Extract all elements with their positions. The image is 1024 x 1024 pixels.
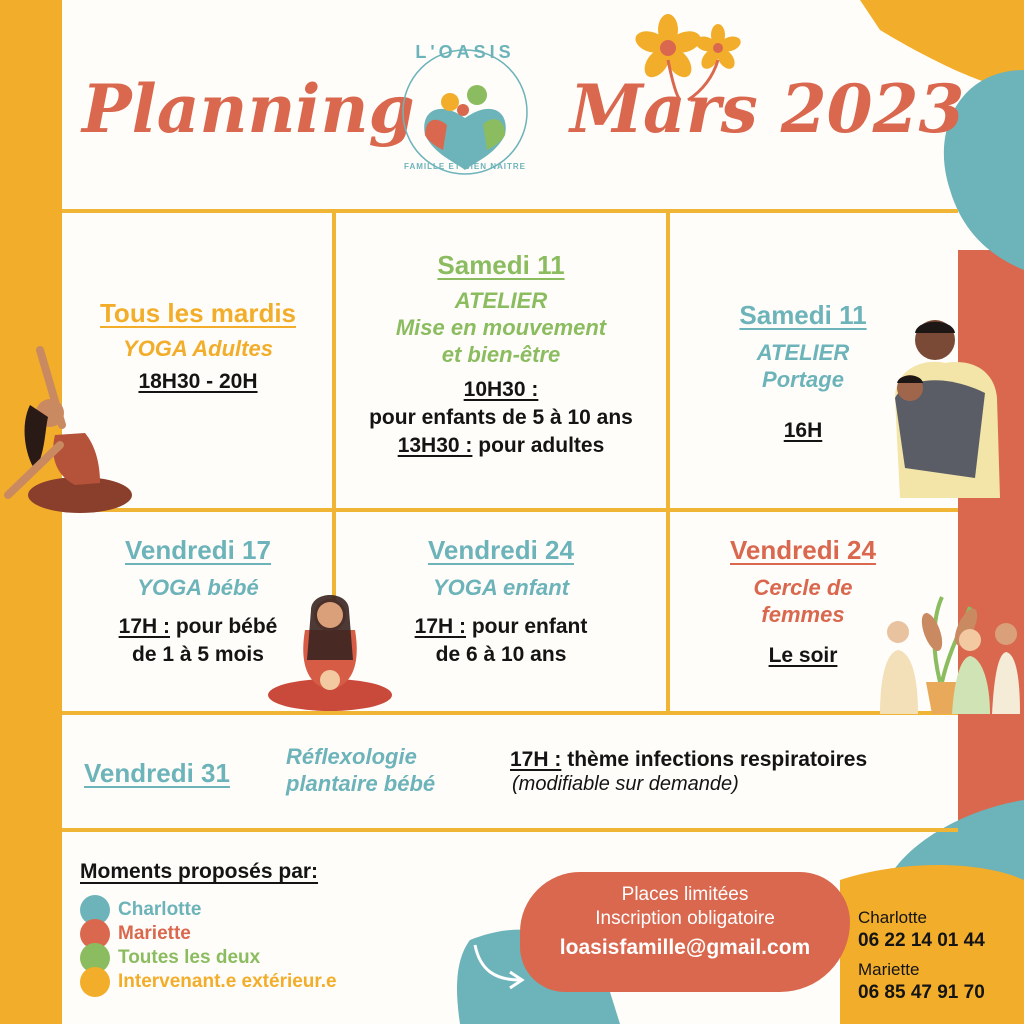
event-line-1 <box>334 613 668 641</box>
event-text: de 6 à 10 ans <box>435 643 567 666</box>
legend <box>80 860 337 994</box>
title-right: Mars 2023 <box>570 70 965 148</box>
event-vendredi-24-yoga <box>334 535 668 669</box>
event-subtitle: et bien-être <box>441 342 561 367</box>
event-text: pour enfant <box>471 615 588 638</box>
arrow-icon <box>470 940 530 990</box>
event-subtitle: YOGA bébé <box>137 575 259 600</box>
info-line-1: Places limitées <box>621 884 749 905</box>
logo-bottom-text: FAMILLE ET BIEN NAITRE <box>404 162 526 171</box>
event-title: Vendredi 31 <box>84 758 230 788</box>
legend-item-charlotte <box>80 898 337 922</box>
event-title: Vendredi 17 <box>125 535 271 565</box>
event-text: pour adultes <box>478 434 605 457</box>
yoga-woman-illustration <box>0 345 140 515</box>
legend-title: Moments proposés par: <box>80 860 319 883</box>
event-time: Le soir <box>768 644 838 667</box>
event-time: 16H <box>783 419 823 442</box>
event-subtitle: Mise en mouvement <box>395 315 607 340</box>
legend-label: Charlotte <box>118 899 202 920</box>
event-title: Samedi 11 <box>739 300 867 330</box>
legend-item-external <box>80 970 337 994</box>
logo <box>395 40 535 180</box>
contact-phone[interactable]: 06 22 14 01 44 <box>858 930 985 951</box>
event-subtitle: YOGA enfant <box>432 575 570 600</box>
event-time: 17H : <box>510 748 562 771</box>
event-title: Vendredi 24 <box>730 535 876 565</box>
info-email[interactable]: loasisfamille@gmail.com <box>559 936 811 959</box>
contact-name: Mariette <box>858 960 920 979</box>
legend-dot <box>80 967 110 997</box>
event-subtitle: ATELIER <box>454 288 548 313</box>
contact-name: Charlotte <box>858 908 927 927</box>
event-title: Tous les mardis <box>99 298 297 328</box>
event-time: 10H30 : <box>463 378 539 401</box>
event-subtitle: femmes <box>761 602 845 627</box>
babywearing-illustration <box>885 318 1005 498</box>
event-subtitle: Réflexologie <box>286 744 417 769</box>
registration-info <box>520 872 850 992</box>
event-time: 18H30 - 20H <box>138 370 258 393</box>
legend-label: Intervenant.e extérieur.e <box>118 971 337 992</box>
women-circle-illustration <box>870 592 1020 717</box>
event-samedi-mouvement <box>334 250 668 460</box>
event-title: Samedi 11 <box>437 250 565 280</box>
contact-charlotte <box>858 908 985 952</box>
event-text: pour bébé <box>175 615 278 638</box>
event-note: (modifiable sur demande) <box>512 773 739 795</box>
contact-phone[interactable]: 06 85 47 91 70 <box>858 982 985 1003</box>
legend-item-both <box>80 946 337 970</box>
event-text: thème infections respiratoires <box>567 748 868 771</box>
event-subtitle: ATELIER <box>756 340 850 365</box>
event-time: 17H : <box>118 615 170 638</box>
event-subtitle: Portage <box>762 367 844 392</box>
logo-top-text: L'OASIS <box>415 42 515 62</box>
event-time: 13H30 : <box>397 434 473 457</box>
legend-label: Mariette <box>118 923 191 944</box>
event-subtitle: YOGA Adultes <box>123 336 273 361</box>
event-text: de 1 à 5 mois <box>132 643 264 666</box>
info-line-2: Inscription obligatoire <box>595 908 775 929</box>
title-left: Planning <box>82 70 415 148</box>
contact-mariette <box>858 960 985 1004</box>
event-line-1 <box>510 746 867 774</box>
event-line-2 <box>334 432 668 460</box>
event-subtitle: Cercle de <box>753 575 853 600</box>
legend-label: Toutes les deux <box>118 947 261 968</box>
event-time: 17H : <box>414 615 466 638</box>
event-title: Vendredi 24 <box>428 535 574 565</box>
legend-item-mariette <box>80 922 337 946</box>
event-vendredi-31 <box>62 713 958 830</box>
event-text: pour enfants de 5 à 10 ans <box>369 406 633 429</box>
event-subtitle: plantaire bébé <box>286 771 436 796</box>
